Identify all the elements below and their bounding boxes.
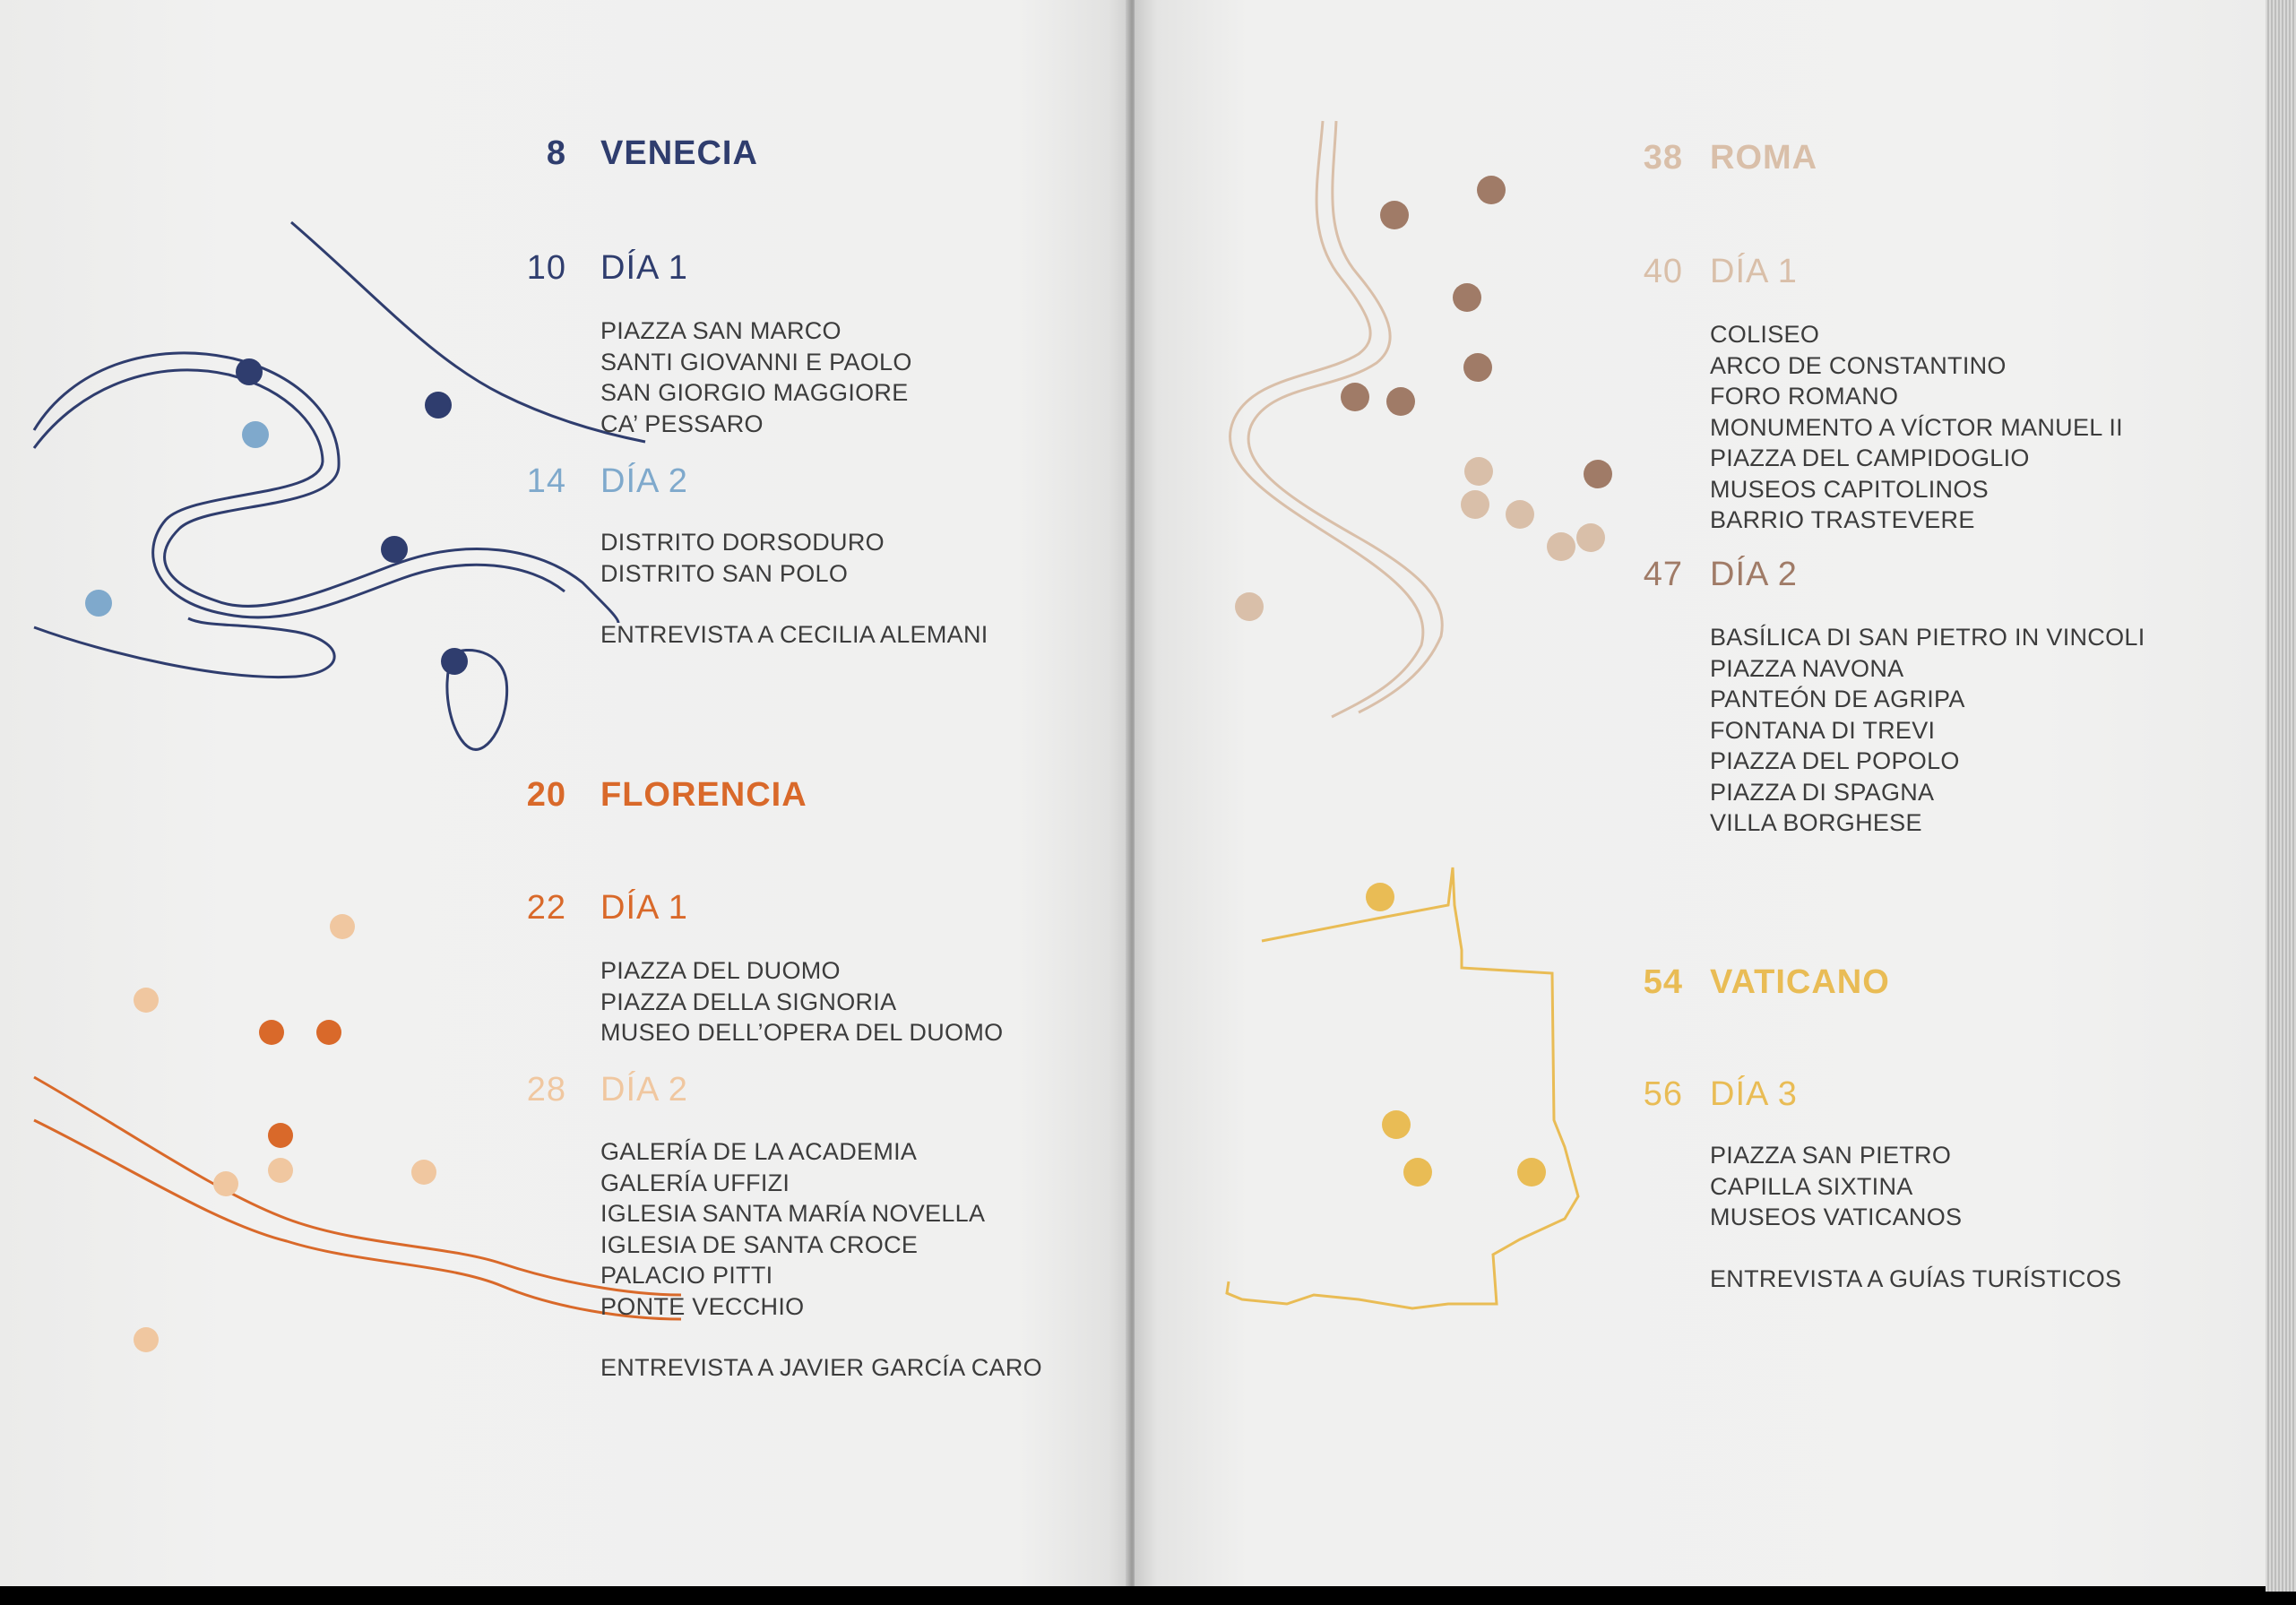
- venice-marker-1: [236, 358, 263, 385]
- rome-marker-12: [1576, 523, 1605, 552]
- list-item: PIAZZA DI SPAGNA: [1710, 778, 1935, 806]
- rome-marker-6: [1386, 387, 1415, 416]
- list-item: MUSEOS CAPITOLINOS: [1710, 475, 1989, 503]
- venice-markers: [85, 358, 468, 675]
- list-item: PIAZZA DEL CAMPIDOGLIO: [1710, 444, 2030, 471]
- list-item: CA’ PESSARO: [600, 410, 764, 437]
- interview-item: ENTREVISTA A JAVIER GARCÍA CARO: [600, 1354, 1042, 1381]
- rome-marker-3: [1453, 283, 1481, 312]
- roma-dia1-list: [1710, 319, 2123, 536]
- venice-marker-3: [381, 536, 408, 563]
- arno-river-lower: [34, 1120, 681, 1319]
- list-item: BASÍLICA DI SAN PIETRO IN VINCOLI: [1710, 624, 2145, 651]
- florence-marker-9: [134, 1327, 159, 1352]
- vaticano-dia3-page-number: 56: [1643, 1075, 1683, 1113]
- rome-marker-1: [1380, 201, 1409, 229]
- florencia-dia2-list: [600, 1136, 1042, 1384]
- roma-dia2-title: DÍA 2: [1710, 556, 1798, 593]
- florencia-dia1-page-number: 22: [526, 889, 566, 927]
- florencia-dia1-title: DÍA 1: [600, 889, 688, 927]
- venice-lagoon-line: [34, 618, 334, 677]
- arno-river-upper: [34, 1077, 681, 1295]
- list-item: SAN GIORGIO MAGGIORE: [600, 379, 909, 406]
- right-page: [1135, 0, 2266, 1586]
- vatican-marker-4: [1517, 1158, 1546, 1186]
- roma-title: ROMA: [1710, 139, 1818, 177]
- roma-dia1-page-number: 40: [1643, 253, 1683, 290]
- list-item: PONTE VECCHIO: [600, 1292, 805, 1320]
- list-item: DISTRITO SAN POLO: [600, 559, 849, 587]
- venecia-dia1-title: DÍA 1: [600, 249, 688, 287]
- venice-marker-2: [425, 392, 452, 419]
- list-item: PIAZZA SAN MARCO: [600, 317, 842, 344]
- vaticano-title: VATICANO: [1710, 963, 1890, 1001]
- list-item: IGLESIA SANTA MARÍA NOVELLA: [600, 1200, 986, 1227]
- roma-dia2-page-number: 47: [1643, 556, 1683, 593]
- list-item: FONTANA DI TREVI: [1710, 716, 1936, 744]
- rome-marker-9: [1461, 490, 1489, 519]
- venecia-page-number: 8: [546, 134, 566, 172]
- florence-marker-8: [411, 1160, 436, 1185]
- list-item: GALERÍA DE LA ACADEMIA: [600, 1138, 918, 1165]
- venice-marker-6: [85, 590, 112, 617]
- vaticano-page-number: 54: [1643, 963, 1683, 1001]
- roma-dia2-list: [1710, 622, 2145, 839]
- list-item: PIAZZA NAVONA: [1710, 654, 1904, 682]
- list-item: PIAZZA SAN PIETRO: [1710, 1142, 1952, 1169]
- list-item: MUSEO DELL’OPERA DEL DUOMO: [600, 1019, 1004, 1046]
- venecia-dia1-page-number: 10: [526, 249, 566, 287]
- list-item: PIAZZA DELLA SIGNORIA: [600, 988, 897, 1015]
- venecia-dia2-list: [600, 527, 988, 651]
- venecia-title: VENECIA: [600, 134, 758, 172]
- rome-markers: [1235, 176, 1612, 621]
- florence-marker-4: [330, 914, 355, 939]
- list-item: DISTRITO DORSODURO: [600, 529, 885, 556]
- rome-marker-10: [1506, 500, 1534, 529]
- rome-marker-4: [1463, 353, 1492, 382]
- rome-marker-5: [1341, 383, 1369, 411]
- vatican-border: [1227, 867, 1578, 1308]
- florence-marker-6: [268, 1158, 293, 1183]
- tiber-river-inner: [1248, 121, 1442, 712]
- florence-markers: [134, 914, 436, 1352]
- list-item: FORO ROMANO: [1710, 383, 1899, 410]
- florencia-page-number: 20: [526, 776, 566, 814]
- vatican-marker-2: [1382, 1110, 1411, 1139]
- list-item: VILLA BORGHESE: [1710, 809, 1922, 836]
- list-item: PALACIO PITTI: [600, 1262, 773, 1289]
- list-item: PIAZZA DEL POPOLO: [1710, 747, 1960, 774]
- florence-marker-1: [259, 1020, 284, 1045]
- left-page: [0, 0, 1131, 1586]
- list-item: PANTEÓN DE AGRIPA: [1710, 686, 1965, 712]
- rome-marker-7: [1584, 460, 1612, 488]
- vaticano-dia3-list: [1710, 1140, 2121, 1294]
- list-item: SANTI GIOVANNI E PAOLO: [600, 348, 912, 375]
- florencia-dia2-page-number: 28: [526, 1071, 566, 1109]
- florencia-title: FLORENCIA: [600, 776, 807, 814]
- list-item: GALERÍA UFFIZI: [600, 1169, 790, 1196]
- florencia-dia1-list: [600, 955, 1003, 1048]
- florence-marker-2: [316, 1020, 341, 1045]
- florencia-dia2-title: DÍA 2: [600, 1071, 688, 1109]
- interview-item: ENTREVISTA A GUÍAS TURÍSTICOS: [1710, 1264, 2122, 1292]
- list-item: IGLESIA DE SANTA CROCE: [600, 1230, 919, 1258]
- venice-marker-5: [242, 421, 269, 448]
- list-item: MUSEOS VATICANOS: [1710, 1204, 1963, 1230]
- florence-marker-5: [134, 988, 159, 1013]
- rome-marker-8: [1464, 457, 1493, 486]
- list-item: COLISEO: [1710, 321, 1820, 348]
- venecia-dia2-title: DÍA 2: [600, 462, 688, 500]
- vatican-marker-1: [1366, 883, 1394, 911]
- vaticano-dia3-title: DÍA 3: [1710, 1075, 1798, 1113]
- venecia-dia2-page-number: 14: [526, 462, 566, 500]
- venecia-dia1-list: [600, 315, 912, 439]
- florence-marker-3: [268, 1123, 293, 1148]
- page-stack-edge: [2266, 0, 2296, 1592]
- rome-marker-11: [1547, 532, 1575, 561]
- rome-marker-13: [1235, 592, 1264, 621]
- list-item: ARCO DE CONSTANTINO: [1710, 351, 2007, 379]
- roma-dia1-title: DÍA 1: [1710, 253, 1798, 290]
- venice-marker-4: [441, 648, 468, 675]
- list-item: PIAZZA DEL DUOMO: [600, 957, 841, 984]
- list-item: CAPILLA SIXTINA: [1710, 1172, 1913, 1200]
- vatican-marker-3: [1403, 1158, 1432, 1186]
- roma-page-number: 38: [1643, 139, 1683, 177]
- list-item: MONUMENTO A VÍCTOR MANUEL II: [1710, 413, 2123, 441]
- list-item: BARRIO TRASTEVERE: [1710, 506, 1975, 533]
- venice-canal-line: [291, 222, 645, 442]
- rome-marker-2: [1477, 176, 1506, 204]
- vatican-markers: [1366, 883, 1546, 1186]
- florence-marker-7: [213, 1171, 238, 1196]
- interview-item: ENTREVISTA A CECILIA ALEMANI: [600, 621, 988, 648]
